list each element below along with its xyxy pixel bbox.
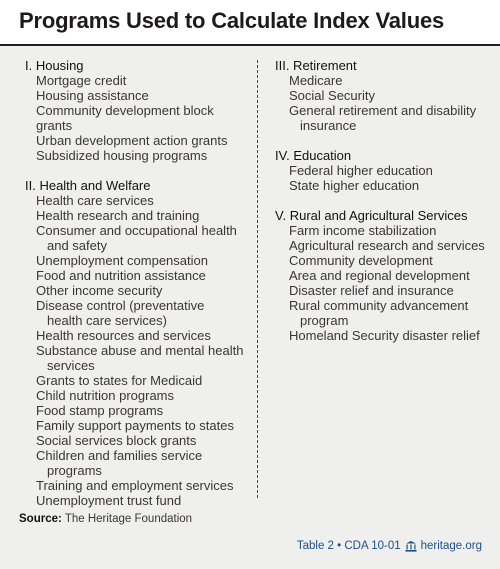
program-name-continued: insurance <box>300 118 357 133</box>
footer-credit <box>297 540 482 552</box>
source-label: Source: <box>19 513 62 525</box>
program-name: Training and employment services <box>36 478 234 493</box>
program-name: Other income security <box>36 283 163 298</box>
program-name: Federal higher education <box>289 163 433 178</box>
program-item <box>36 478 253 493</box>
program-name: Grants to states for Medicaid <box>36 373 203 388</box>
program-item <box>289 88 497 103</box>
program-item <box>36 433 253 448</box>
section <box>275 58 497 133</box>
page-title: Programs Used to Calculate Index Values <box>19 8 445 33</box>
program-list <box>25 193 253 508</box>
program-list <box>25 73 253 163</box>
section <box>275 148 497 193</box>
program-item <box>36 403 253 418</box>
program-name: Family support payments to states <box>36 418 234 433</box>
program-item <box>36 193 253 208</box>
program-item <box>36 223 253 253</box>
section-heading: V. Rural and Agricultural Services <box>275 208 468 223</box>
program-name: Disaster relief and insurance <box>289 283 454 298</box>
bell-icon <box>405 541 417 552</box>
site-link[interactable]: heritage.org <box>420 540 482 552</box>
program-item <box>289 328 497 343</box>
program-name: Area and regional development <box>289 268 470 283</box>
program-item <box>36 268 253 283</box>
program-name: Health care services <box>36 193 154 208</box>
program-list <box>275 73 497 133</box>
section-heading: III. Retirement <box>275 58 357 73</box>
program-item <box>289 268 497 283</box>
program-item <box>36 208 253 223</box>
program-name: Rural community advancement <box>289 298 469 313</box>
section-heading: I. Housing <box>25 58 84 73</box>
program-name: Homeland Security disaster relief <box>289 328 480 343</box>
source-text: The Heritage Foundation <box>64 513 193 525</box>
program-item <box>289 253 497 268</box>
program-name: Agricultural research and services <box>289 238 485 253</box>
program-name-continued: program <box>300 313 349 328</box>
table-reference: Table 2 • CDA 10-01 <box>296 540 401 552</box>
program-item <box>289 103 497 133</box>
program-name: Health research and training <box>36 208 200 223</box>
program-name: Medicare <box>289 73 343 88</box>
section <box>275 208 497 343</box>
program-name: Subsidized housing programs <box>36 148 208 163</box>
column-divider <box>257 60 258 498</box>
program-item <box>36 343 253 373</box>
program-name-continued: health care services) <box>47 313 167 328</box>
program-name: Child nutrition programs <box>36 388 175 403</box>
program-name: Farm income stabilization <box>289 223 437 238</box>
program-item <box>36 73 253 88</box>
program-name-continued: programs <box>47 463 102 478</box>
program-item <box>289 73 497 88</box>
program-name: State higher education <box>289 178 420 193</box>
program-name: Substance abuse and mental health <box>36 343 244 358</box>
program-item <box>289 238 497 253</box>
program-item <box>36 253 253 268</box>
content-panel <box>0 46 500 569</box>
program-item <box>36 373 253 388</box>
program-list <box>275 223 497 343</box>
program-list <box>275 163 497 193</box>
section <box>25 58 253 163</box>
left-column <box>25 58 253 523</box>
program-item <box>289 163 497 178</box>
program-item <box>289 223 497 238</box>
program-item <box>36 493 253 508</box>
section-heading: II. Health and Welfare <box>25 178 151 193</box>
program-item <box>36 148 253 163</box>
program-name: Health resources and services <box>36 328 211 343</box>
program-name: Housing assistance <box>36 88 149 103</box>
program-name: Community development <box>289 253 433 268</box>
program-name: Urban development action grants <box>36 133 228 148</box>
program-item <box>36 103 253 133</box>
program-item <box>36 298 253 328</box>
program-item <box>289 298 497 328</box>
program-name-continued: and safety <box>47 238 107 253</box>
program-item <box>36 328 253 343</box>
program-item <box>36 88 253 103</box>
program-name: Mortgage credit <box>36 73 127 88</box>
program-name: Children and families service <box>36 448 203 463</box>
source-note <box>19 513 192 525</box>
program-name: Food stamp programs <box>36 403 164 418</box>
program-item <box>289 178 497 193</box>
program-name: Disease control (preventative <box>36 298 205 313</box>
right-column <box>275 58 497 358</box>
program-item <box>36 388 253 403</box>
program-name: Social Security <box>289 88 375 103</box>
program-name: Community development block grants <box>36 103 214 133</box>
section <box>25 178 253 508</box>
section-heading: IV. Education <box>275 148 352 163</box>
program-name: Social services block grants <box>36 433 197 448</box>
program-name: Consumer and occupational health <box>36 223 237 238</box>
program-name-continued: services <box>47 358 95 373</box>
program-name: Unemployment trust fund <box>36 493 182 508</box>
program-name: Food and nutrition assistance <box>36 268 206 283</box>
program-name: Unemployment compensation <box>36 253 208 268</box>
program-item <box>36 283 253 298</box>
program-item <box>36 418 253 433</box>
program-item <box>36 133 253 148</box>
program-name: General retirement and disability <box>289 103 477 118</box>
program-item <box>36 448 253 478</box>
program-item <box>289 283 497 298</box>
